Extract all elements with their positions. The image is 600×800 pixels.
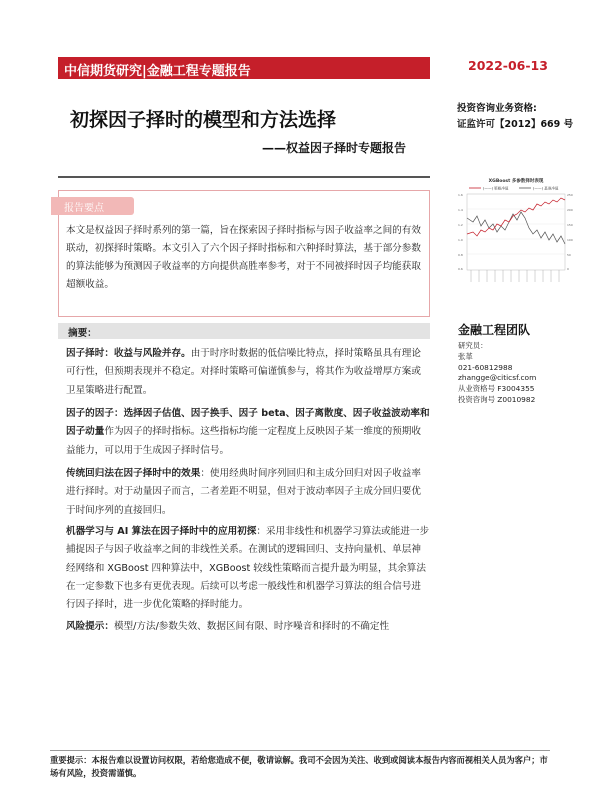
- svg-text:100: 100: [567, 238, 573, 242]
- svg-text:0.6: 0.6: [458, 267, 463, 271]
- svg-text:150: 150: [567, 223, 573, 227]
- para-text: 作为因子的择时指标。这些指标均能一定程度上反映因子某一维度的预期收益能力，可以用于生成因子择时信号。: [66, 426, 421, 456]
- axis-ticks: [458, 193, 573, 271]
- cover-chart: [455, 174, 577, 294]
- para-lead: 风险提示：: [66, 621, 114, 632]
- brand-title: 中信期货研究|金融工程专题报告: [64, 64, 251, 79]
- para-bold: 选择因子估值、因子换手、因子 beta、因子离散度、因子收益波动率和因子动量: [66, 408, 430, 438]
- chart-legend-benchmark: (——) 基准净值: [533, 186, 559, 191]
- svg-text:0.8: 0.8: [458, 253, 463, 257]
- key-points-label: 报告要点: [64, 203, 104, 214]
- abstract-paragraph: [66, 465, 430, 520]
- abstract-paragraph: [66, 618, 430, 636]
- key-points-text: 本文是权益因子择时系列的第一篇，旨在探索因子择时指标与因子收益率之间的有效联动，初探择时策略。本文引入了六个因子择时指标和六种择时算法，基于部分参数的算法能够为预测因子收益率的方向提供高胜率参考，对于不同被择时因子均能获取超额收益。: [66, 225, 421, 290]
- team-phone: 021-60812988: [458, 362, 513, 372]
- gridlines: [467, 209, 565, 254]
- para-lead: 传统回归法在因子择时中的效果: [66, 468, 201, 479]
- team-name: 张革: [458, 351, 473, 361]
- para-text: ：使用经典时间序列回归和主成分回归对因子收益率进行择时。对于动量因子而言，二者差距不明显，但对于波动率因子主成分回归要优于时间序列的直接回归。: [66, 468, 421, 516]
- para-text: 由于时序时数据的低信噪比特点，择时策略虽具有理论可行性，但预期表现并不稳定。对择时策略可偏谨慎参与，将其作为收益增厚方案或卫星策略进行配置。: [66, 348, 421, 396]
- chart-legend-strategy: (——) 策略净值: [483, 186, 509, 191]
- license-number: 证监许可【2012】669 号: [457, 119, 574, 130]
- svg-text:1.6: 1.6: [458, 193, 463, 197]
- svg-text:0: 0: [567, 267, 569, 271]
- plot-area: [467, 194, 565, 270]
- divider: [58, 176, 430, 178]
- svg-text:1.4: 1.4: [458, 208, 463, 212]
- team-title: 金融工程团队: [458, 323, 531, 337]
- team-role: 研究员：: [458, 341, 488, 350]
- svg-text:250: 250: [567, 193, 573, 197]
- qualification-label: 投资咨询业务资格:: [457, 103, 537, 114]
- team-email: zhangge@citicsf.com: [458, 373, 537, 383]
- qualification: [457, 101, 573, 133]
- abstract-paragraph: [66, 405, 430, 460]
- svg-text:1.0: 1.0: [458, 238, 463, 242]
- abstract-paragraph: [66, 345, 430, 400]
- para-lead: 因子择时：收益与风险并存。: [66, 348, 191, 359]
- para-lead: 机器学习与 AI 算法在因子择时中的应用初探: [66, 526, 257, 537]
- chart-title: XGBoost 多参数择时表现: [488, 179, 544, 184]
- abstract-bar: [58, 323, 430, 339]
- abstract-label: 摘要：: [68, 328, 97, 339]
- team-cert-2: 投资咨询号 Z0010982: [458, 394, 536, 404]
- team-info: [458, 341, 536, 406]
- footer-disclaimer: 重要提示：本报告难以设置访问权限，若给您造成不便，敬请谅解。我司不会因为关注、收到或阅读本报告内容而视相关人员为客户；市场有风险，投资需谨慎。: [50, 755, 548, 778]
- svg-text:1.2: 1.2: [458, 223, 463, 227]
- footer-divider: [50, 750, 550, 751]
- page-title: 初探因子择时的模型和方法选择: [70, 109, 337, 131]
- svg-text:200: 200: [567, 208, 573, 212]
- page-subtitle: ——权益因子择时专题报告: [262, 141, 407, 155]
- x-axis-ticks: [471, 270, 559, 282]
- report-date: 2022-06-13: [468, 58, 548, 73]
- team-cert-1: 从业资格号 F3004355: [458, 384, 535, 394]
- para-lead: 因子的因子：: [66, 408, 124, 419]
- svg-text:50: 50: [567, 253, 571, 257]
- strategy-line: [467, 198, 565, 236]
- abstract-paragraph: [66, 523, 430, 614]
- para-text: 模型/方法/参数失效、数据区间有限、时序噪音和择时的不确定性: [113, 621, 390, 632]
- para-text: ：采用非线性和机器学习算法或能进一步捕捉因子与因子收益率之间的非线性关系。在测试的逻辑回归、支持向量机、单层神经网络和 XGBoost 四种算法中，XGBoost 较线性策略而言提升最为明显，其余算法在一定参数下也多有更优表现。后续可以考虑一般线性和机器学习算法的组合信号进行因子择时，进一步优化策略的择时能力。: [66, 526, 430, 611]
